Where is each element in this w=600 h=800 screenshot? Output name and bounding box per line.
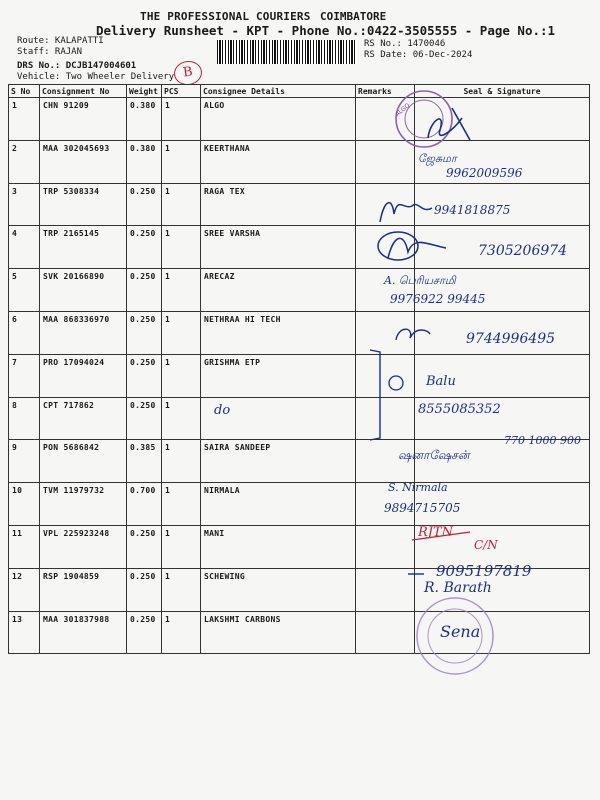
cell-consignment: TRP 2165145 [40,226,127,269]
cell-pcs: 1 [162,140,201,183]
cell-sno: 12 [9,568,40,611]
cell-weight: 0.250 [127,397,162,440]
cell-consignment: MAA 302045693 [40,140,127,183]
cell-sno: 7 [9,354,40,397]
cell-sno: 2 [9,140,40,183]
cell-sno: 9 [9,440,40,483]
col-remarks: Remarks [356,85,415,98]
cell-consignee: NIRMALA [201,483,356,526]
cell-weight: 0.250 [127,354,162,397]
cell-consignment: PRO 17094024 [40,354,127,397]
hw-row5-phone: 9976922 99445 [390,292,486,306]
cell-consignment: CHN 91209 [40,98,127,141]
bracket-rows-7-9 [370,350,380,440]
hw-row10-phone: 9894715705 [384,501,461,515]
hw-row11-note2: C/N [474,538,498,552]
hw-row7-phone: 8555085352 [418,402,501,417]
cell-pcs: 1 [162,226,201,269]
col-sno: S No [9,85,40,98]
cell-pcs: 1 [162,568,201,611]
hw-row8-ditto: do [214,403,231,418]
cell-consignee: KEERTHANA [201,140,356,183]
cell-consignment: RSP 1904859 [40,568,127,611]
cell-pcs: 1 [162,525,201,568]
cell-sno: 4 [9,226,40,269]
hw-row12-name: R. Barath [424,580,492,596]
cell-pcs: 1 [162,98,201,141]
col-weight: Weight [127,85,162,98]
cell-sno: 10 [9,483,40,526]
cell-sno: 8 [9,397,40,440]
vehicle-field: Vehicle: Two Wheeler Delivery [17,72,175,82]
cell-consignee: SAIRA SANDEEP [201,440,356,483]
cell-consignment: MAA 868336970 [40,311,127,354]
hw-row10-name: S. Nirmala [388,481,448,494]
hw-row4-phone: 7305206974 [478,243,568,259]
cell-consignment: MAA 301837988 [40,611,127,654]
svg-text:ALGO: ALGO [394,102,412,119]
signature-row-3 [380,203,432,222]
cell-consignment: TRP 5308334 [40,183,127,226]
cell-weight: 0.250 [127,568,162,611]
cell-sno: 13 [9,611,40,654]
cell-consignee: LAKSHMI CARBONS [201,611,356,654]
cell-consignment: CPT 717862 [40,397,127,440]
hw-row5-sign: A. பெரியசாமி [384,274,456,287]
hw-row9-phone: 770 1000 900 [504,434,581,447]
cell-pcs: 1 [162,269,201,312]
seal-stamp-icon [394,91,452,147]
cell-pcs: 1 [162,483,201,526]
cell-pcs: 1 [162,440,201,483]
cell-weight: 0.250 [127,183,162,226]
hw-row3-phone: 9941818875 [434,203,511,217]
cell-consignee: NETHRAA HI TECH [201,311,356,354]
cell-weight: 0.250 [127,226,162,269]
hw-row2-phone: 9962009596 [446,166,523,180]
cell-consignment: PON 5686842 [40,440,127,483]
cell-weight: 0.250 [127,269,162,312]
cell-pcs: 1 [162,611,201,654]
cell-weight: 0.380 [127,140,162,183]
hw-row7-name: Balu [426,374,456,389]
cell-consignment: SVK 20166890 [40,269,127,312]
cell-weight: 0.250 [127,311,162,354]
page-title: Delivery Runsheet - KPT - Phone No.:0422-3505555 - Page No.:1 [96,23,556,38]
cell-consignee: MANI [201,525,356,568]
hw-row12-phone: 9095197819 [436,562,532,580]
cell-weight: 0.700 [127,483,162,526]
hw-row13-sign: Sena [440,622,481,641]
drs-number: DRS No.: DCJB147004601 [17,61,137,71]
col-consignment: Consignment No [40,85,127,98]
cell-sno: 3 [9,183,40,226]
cell-sno: 11 [9,525,40,568]
cell-consignee: RAGA TEX [201,183,356,226]
cell-pcs: 1 [162,397,201,440]
cell-consignee: ARECAZ [201,269,356,312]
cell-pcs: 1 [162,354,201,397]
rs-number: RS No.: 1470046 [364,39,446,49]
col-consignee: Consignee Details [201,85,356,98]
cell-weight: 0.385 [127,440,162,483]
hw-row11-note1: RJTN [418,525,454,540]
rs-date: RS Date: 06-Dec-2024 [364,50,473,60]
cell-weight: 0.250 [127,611,162,654]
hw-row9-sign: ஷனாஷேசன் [398,448,470,462]
handwritten-mark: B [172,59,203,87]
cell-consignment: TVM 11979732 [40,483,127,526]
cell-consignee: GRISHMA ETP [201,354,356,397]
cell-sno: 6 [9,311,40,354]
route-field: Route: KALAPATTI [17,36,104,46]
cell-consignee: SCHEWING [201,568,356,611]
col-pcs: PCS [162,85,201,98]
company-name: THE PROFESSIONAL COURIERS [140,10,311,23]
cell-sno: 5 [9,269,40,312]
cell-consignment: VPL 225923248 [40,525,127,568]
cell-consignee: SREE VARSHA [201,226,356,269]
hw-row6-phone: 9744996495 [466,331,556,347]
cell-weight: 0.250 [127,525,162,568]
staff-field: Staff: RAJAN [17,47,83,57]
signature-row-6 [396,329,430,340]
cell-pcs: 1 [162,311,201,354]
col-signature: Seal & Signature [415,85,590,98]
city-name: COIMBATORE [320,10,387,23]
cell-weight: 0.380 [127,98,162,141]
cell-consignee: ALGO [201,98,356,141]
cell-sno: 1 [9,98,40,141]
cell-pcs: 1 [162,183,201,226]
hw-row2-sign: ஜேசுமா [418,152,457,165]
